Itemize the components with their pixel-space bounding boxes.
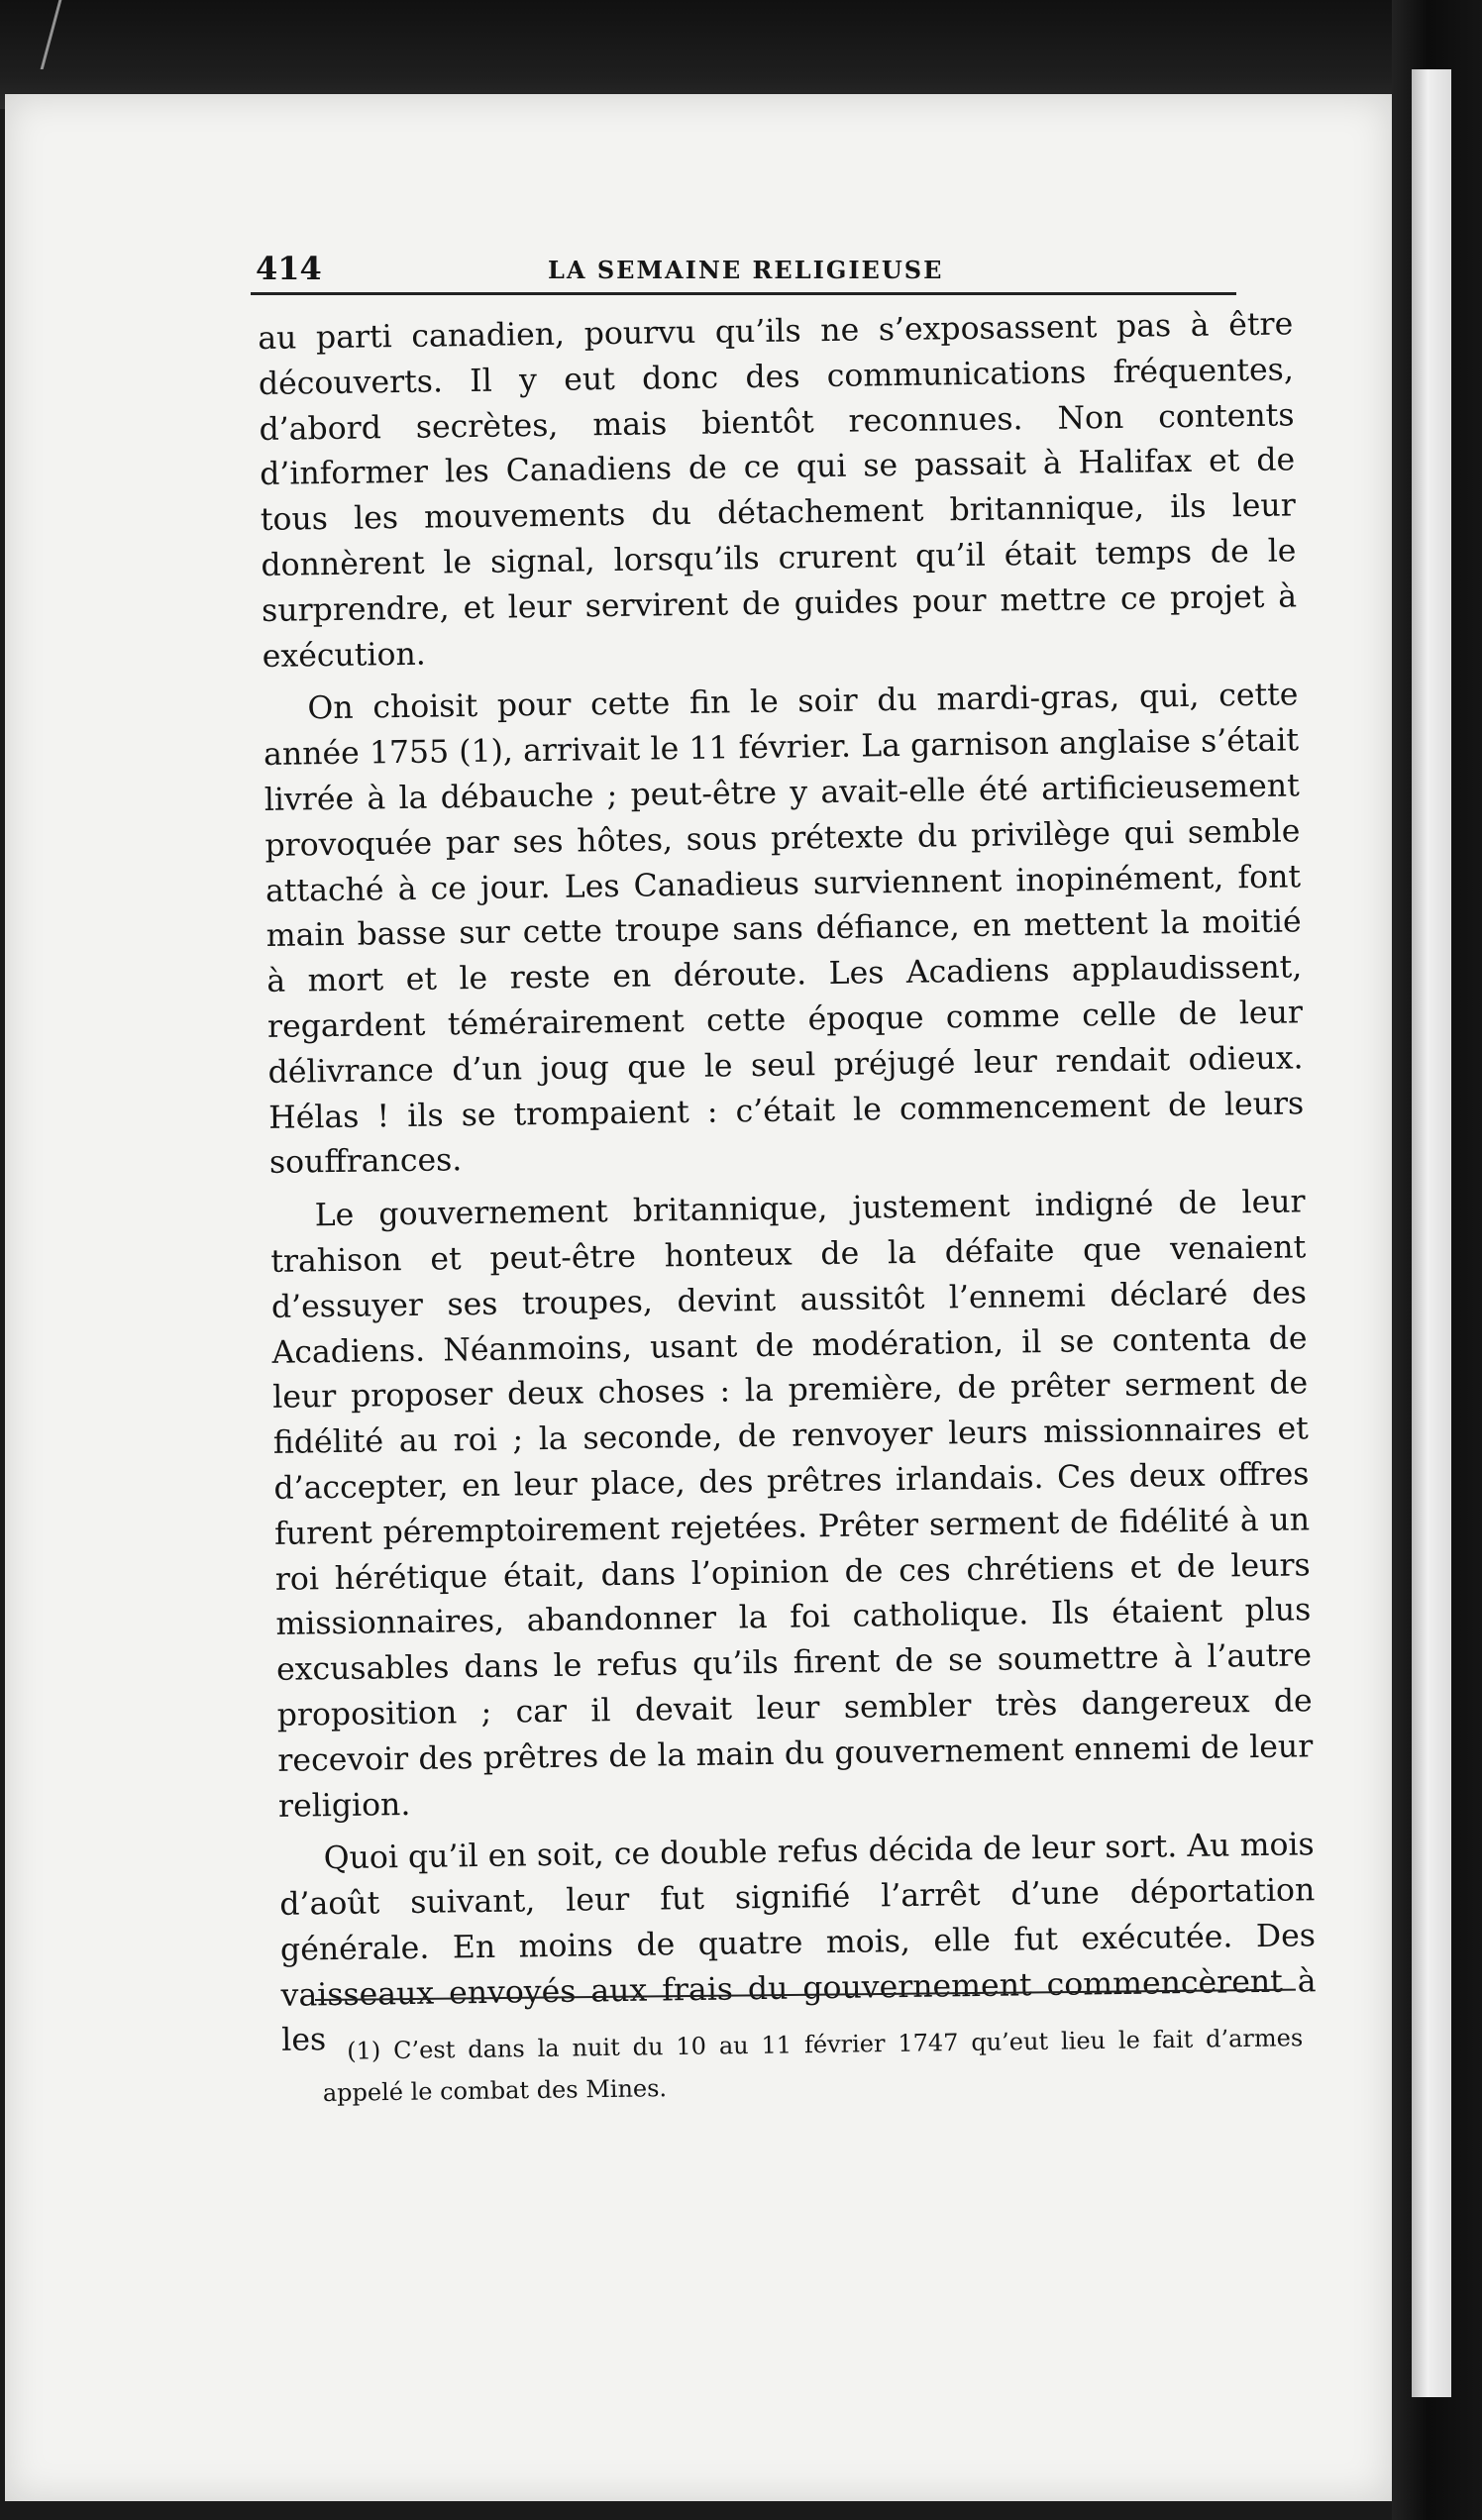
body-text <box>258 302 1318 2064</box>
facing-page-edge <box>1412 69 1451 2397</box>
footnote-text: (1) C’est dans la nuit du 10 au 11 février 1747 qu’eut lieu le fait d’armes appelé le combat des Mines. <box>322 2024 1304 2107</box>
paragraph-4: Quoi qu’il en soit, ce double refus décida de leur sort. Au mois d’août suivant, leur fut signifié l’arrêt d’une déportation générale. En moins de quatre mois, elle fut exécutée. Des vaisseaux envoyés aux frais du gouvernement commencèrent à les <box>279 1827 1317 2059</box>
page-header <box>251 248 1236 295</box>
paragraph-1: au parti canadien, pourvu qu’ils ne s’exposassent pas à être découverts. Il y eut donc des communications fréquentes, d’abord secrètes, mais bientôt reconnues. Non contents d’informer les Canadiens de ce qui se passait à Halifax et de tous les mouvements du détachement britannique, ils leur donnèrent le signal, lorsqu’ils crurent qu’il était temps de le surprendre, et leur servirent de guides pour mettre ce projet à exécution. <box>258 306 1298 675</box>
page-number: 414 <box>256 250 322 287</box>
footnote <box>322 2017 1304 2114</box>
paragraph-2: On choisit pour cette fin le soir du mardi-gras, qui, cette année 1755 (1), arrivait le 11 février. La garnison anglaise s’était livrée à la débauche ; peut-être y avait-elle été artificieusement provoquée par ses hôtes, sous prétexte du privilège qui semble attaché à ce jour. Les Canadieus surviennent inopinément, font main basse sur cette troupe sans défiance, en mettent la moitié à mort et le reste en déroute. Les Acadiens applaudissent, regardent témérairement cette époque comme celle de leur délivrance d’un joug que le seul préjugé leur rendait odieux. Hélas ! ils se trompaient : c’était le commencement de leurs souffrances. <box>263 677 1305 1182</box>
paragraph-3: Le gouvernement britannique, justement indigné de leur trahison et peut-être honteux de la défaite que venaient d’essuyer ses troupes, devint aussitôt l’ennemi déclaré des Acadiens. Néanmoins, usant de modération, il se contenta de leur proposer deux choses : la première, de prêter serment de fidélité au roi ; la seconde, de renvoyer leurs missionnaires et d’accepter, en leur place, des prêtres irlandais. Ces deux offres furent péremptoirement rejetées. Prêter serment de fidélité à un roi hérétique était, dans l’opinion de ces chrétiens et de leurs missionnaires, abandonner la foi catholique. Ils étaient plus excusables dans le refus qu’ils firent de se soumettre à l’autre proposition ; car il devait leur sembler très dangereux de recevoir des prêtres de la main du gouvernement ennemi de leur religion. <box>270 1184 1314 1825</box>
running-title: LA SEMAINE RELIGIEUSE <box>548 256 944 284</box>
scan-top-border <box>0 0 1482 109</box>
